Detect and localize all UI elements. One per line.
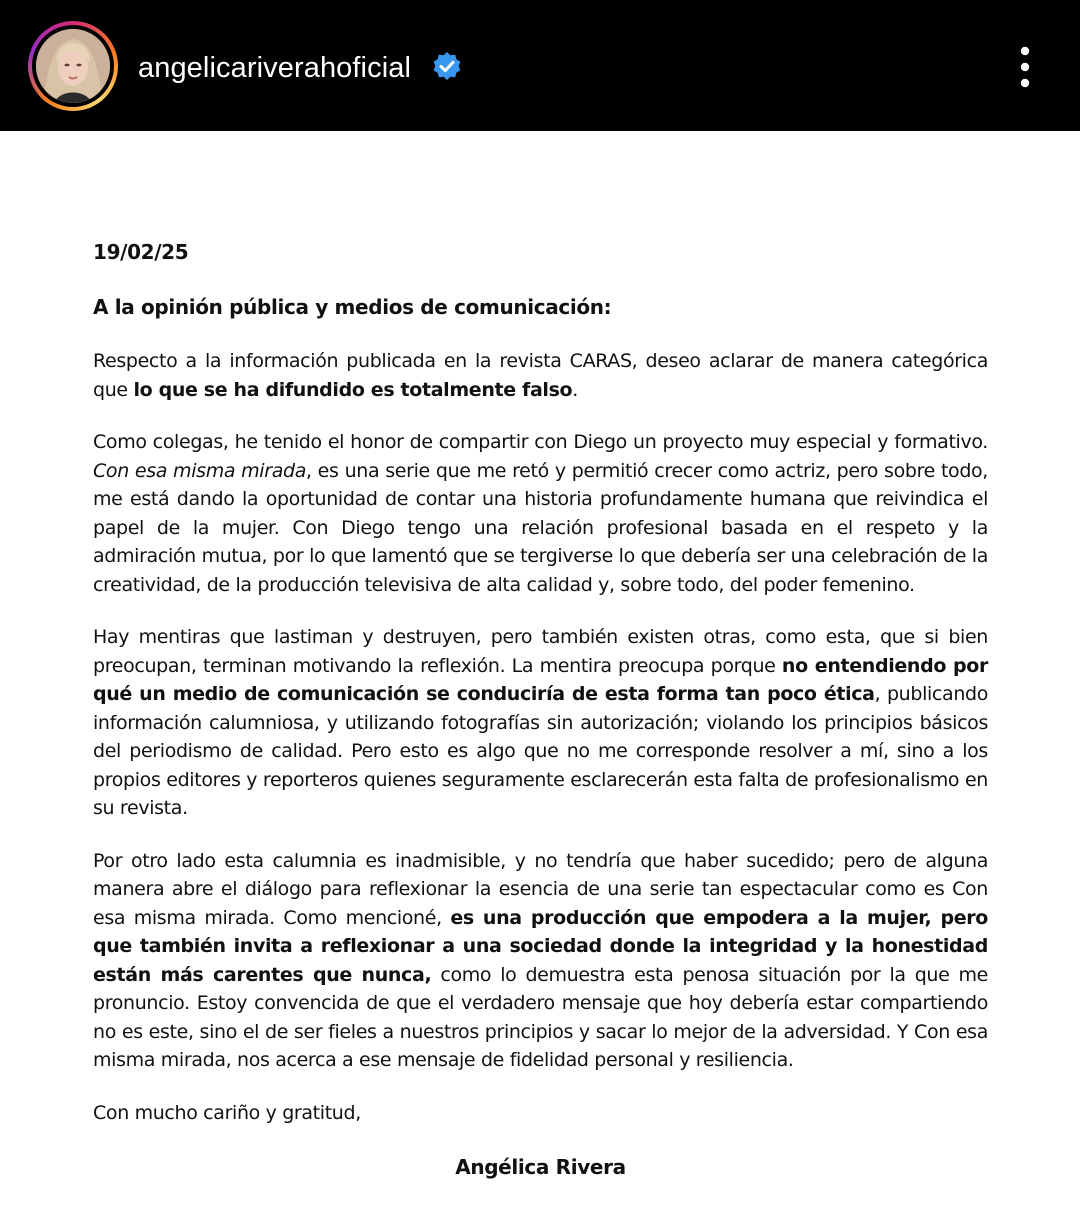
paragraph-1: Respecto a la información publicada en la revista CARAS, deseo aclarar de manera categórica que lo que se ha difundido es totalmente falso. [93,350,988,401]
series-title: Con esa misma mirada [93,459,306,482]
letter-salutation: A la opinión pública y medios de comunicación: [93,294,612,319]
letter-body [93,238,988,1182]
profile-avatar[interactable] [28,21,118,111]
username[interactable]: angelicariverahoficial [138,52,412,84]
emphasis: es una producción que empodera a la mujer, pero que también invita a reflexionar a una sociedad donde la integridad y la honestidad están más carentes que nunca, [93,906,988,986]
paragraph-2: Como colegas, he tenido el honor de compartir con Diego un proyecto muy especial y formativo. Con esa misma mirada, es una serie que me retó y permitió crecer como actriz, pero sobre todo, me está dando la oportunidad de contar una historia profundamente humana que reivindica el papel de la mujer. Con Diego tengo una relación profesional basada en el respeto y la admiración mutua, por lo que lamentó que se tergiverse lo que debería ser una celebración de la creatividad, de la producción televisiva de alta calidad y, sobre todo, del poder femenino. [93,431,988,596]
letter-closing: Con mucho cariño y gratitud, [93,1101,361,1124]
paragraph-3: Hay mentiras que lastiman y destruyen, pero también existen otras, como esta, que si bien preocupan, terminan motivando la reflexión. La mentira preocupa porque no entendiendo por qué un medio de comunicación se conduciría de esta forma tan poco ética, publicando información calumniosa, y utilizando fotografías sin autorización; violando los principios básicos del periodismo de calidad. Pero esto es algo que no me corresponde resolver a mí, sino a los propios editores y reporteros quienes seguramente esclarecerán esta falta de profesionalismo en su revista. [93,626,988,819]
avatar-photo [36,29,110,103]
post-header [0,0,1080,131]
avatar-portrait-icon [36,29,110,103]
paragraph-4: Por otro lado esta calumnia es inadmisible, y no tendría que haber sucedido; pero de alguna manera abre el diálogo para reflexionar la esencia de una serie tan espectacular como es Con esa misma mirada. Como mencioné, es una producción que empodera a la mujer, pero que también invita a reflexionar a una sociedad donde la integridad y la honestidad están más carentes que nunca, como lo demuestra esta penosa situación por la que me pronuncio. Estoy convencida de que el verdadero mensaje que hoy debería estar compartiendo no es este, sino el de ser fieles a nuestros principios y sacar lo mejor de la adversidad. Y Con esa misma mirada, nos acerca a ese mensaje de fidelidad personal y resiliencia. [93,849,988,1071]
more-vertical-icon[interactable] [1010,46,1040,88]
letter-date: 19/02/25 [93,240,189,264]
emphasis: no entendiendo por qué un medio de comunicación se conduciría de esta forma tan poco ética [93,654,988,705]
letter-signature: Angélica Rivera [455,1155,626,1179]
emphasis: lo que se ha difundido es totalmente falso [133,378,573,401]
verified-badge-icon [431,51,463,83]
